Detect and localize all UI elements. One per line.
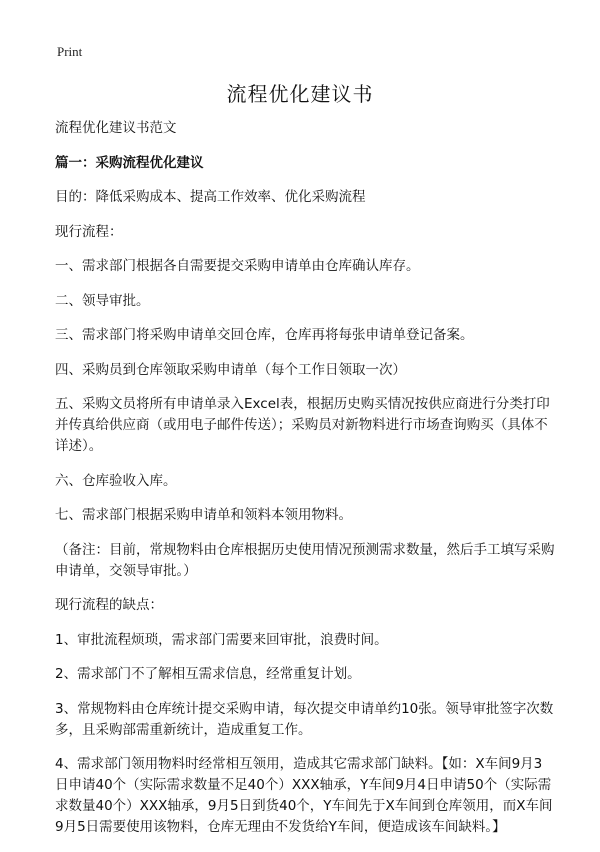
document-body <box>55 118 555 852</box>
drawback-1: 1、审批流程烦琐，需求部门需要来回审批，浪费时间。 <box>55 631 388 648</box>
section-heading: 篇一：采购流程优化建议 <box>55 154 204 171</box>
current-process-heading: 现行流程： <box>55 223 123 240</box>
process-step-1: 一、需求部门根据各自需要提交采购申请单由仓库确认库存。 <box>55 258 420 274</box>
document-title: 流程优化建议书 <box>226 82 374 106</box>
drawback-4: 4、需求部门领用物料时经常相互领用，造成其它需求部门缺料。【如：X车间9月3日申请40个（实际需求数量不足40个）XXX轴承，Y车间9月4日申请50个（实际需求数量40个）XXX轴承，9月5日到货40个，Y车间先于X车间到仓库领用，而X车间9月5日需要使用该物料，仓库无理由不发货给Y车间，便造成该车间缺料。】 <box>55 756 553 835</box>
process-step-5: 五、采购文员将所有申请单录入Excel表，根据历史购买情况按供应商进行分类打印并传真给供应商（或用电子邮件传送）；采购员对新物料进行市场查询购买（具体不详述）。 <box>55 396 550 454</box>
process-step-2: 二、领导审批。 <box>55 292 150 309</box>
note-paragraph: （备注：目前，常规物料由仓库根据历史使用情况预测需求数量，然后手工填写采购申请单，交领导审批。） <box>55 541 555 579</box>
process-step-7: 七、需求部门根据采购申请单和领料本领用物料。 <box>55 507 352 523</box>
drawback-2: 2、需求部门不了解相互需求信息，经常重复计划。 <box>55 666 361 682</box>
process-step-3: 三、需求部门将采购申请单交回仓库，仓库再将每张申请单登记备案。 <box>55 327 474 343</box>
print-link[interactable]: Print <box>57 44 83 59</box>
purpose-paragraph: 目的：降低采购成本、提高工作效率、优化采购流程 <box>55 189 366 205</box>
process-step-4: 四、采购员到仓库领取采购申请单（每个工作日领取一次） <box>55 361 406 378</box>
process-step-6: 六、仓库验收入库。 <box>55 472 177 489</box>
subtitle-paragraph: 流程优化建议书范文 <box>55 120 177 136</box>
drawbacks-heading: 现行流程的缺点： <box>55 597 163 613</box>
drawback-3: 3、常规物料由仓库统计提交采购申请，每次提交申请单约10张。领导审批签字次数多，且采购部需重新统计，造成重复工作。 <box>55 700 554 738</box>
